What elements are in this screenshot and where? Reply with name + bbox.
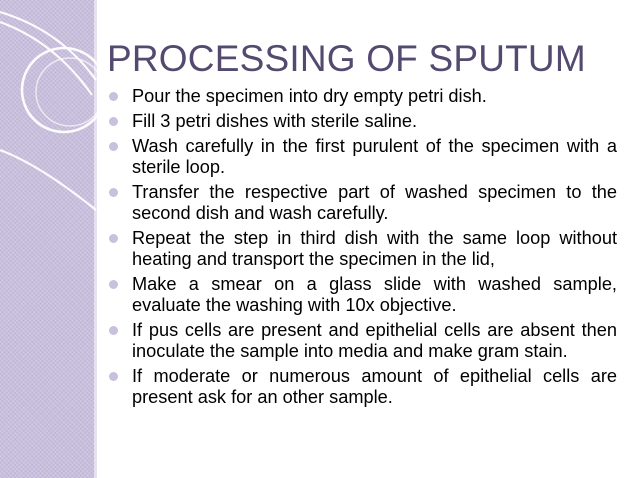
list-item	[104, 86, 617, 107]
list-item	[104, 228, 617, 270]
bullet-dot-icon	[109, 142, 118, 151]
slide-title: PROCESSING OF SPUTUM	[107, 38, 586, 79]
bullet-text: Make a smear on a glass slide with washed sample, evaluate the washing with 10x objective.	[132, 274, 617, 315]
bullet-dot-icon	[109, 92, 118, 101]
bullet-dot-icon	[109, 280, 118, 289]
bullet-text: Pour the specimen into dry empty petri dish.	[132, 86, 487, 106]
bullet-dot-icon	[109, 326, 118, 335]
bullet-text: Fill 3 petri dishes with sterile saline.	[132, 111, 418, 131]
list-item	[104, 182, 617, 224]
bullet-text: Wash carefully in the first purulent of the specimen with a sterile loop.	[132, 136, 617, 177]
bullet-dot-icon	[109, 372, 118, 381]
list-item	[104, 320, 617, 362]
bullet-dot-icon	[109, 234, 118, 243]
bullet-text: If pus cells are present and epithelial cells are absent then inoculate the sample into media and make gram stain.	[132, 320, 617, 361]
bullet-text: If moderate or numerous amount of epithelial cells are present ask for an other sample.	[132, 366, 617, 407]
bullet-list	[104, 86, 617, 412]
bullet-dot-icon	[109, 188, 118, 197]
bullet-dot-icon	[109, 117, 118, 126]
left-pattern-band	[0, 0, 96, 478]
band-edge	[94, 0, 97, 478]
bullet-text: Transfer the respective part of washed specimen to the second dish and wash carefully.	[132, 182, 617, 223]
bullet-text: Repeat the step in third dish with the same loop without heating and transport the specimen in the lid,	[132, 228, 617, 269]
list-item	[104, 274, 617, 316]
list-item	[104, 111, 617, 132]
list-item	[104, 136, 617, 178]
list-item	[104, 366, 617, 408]
